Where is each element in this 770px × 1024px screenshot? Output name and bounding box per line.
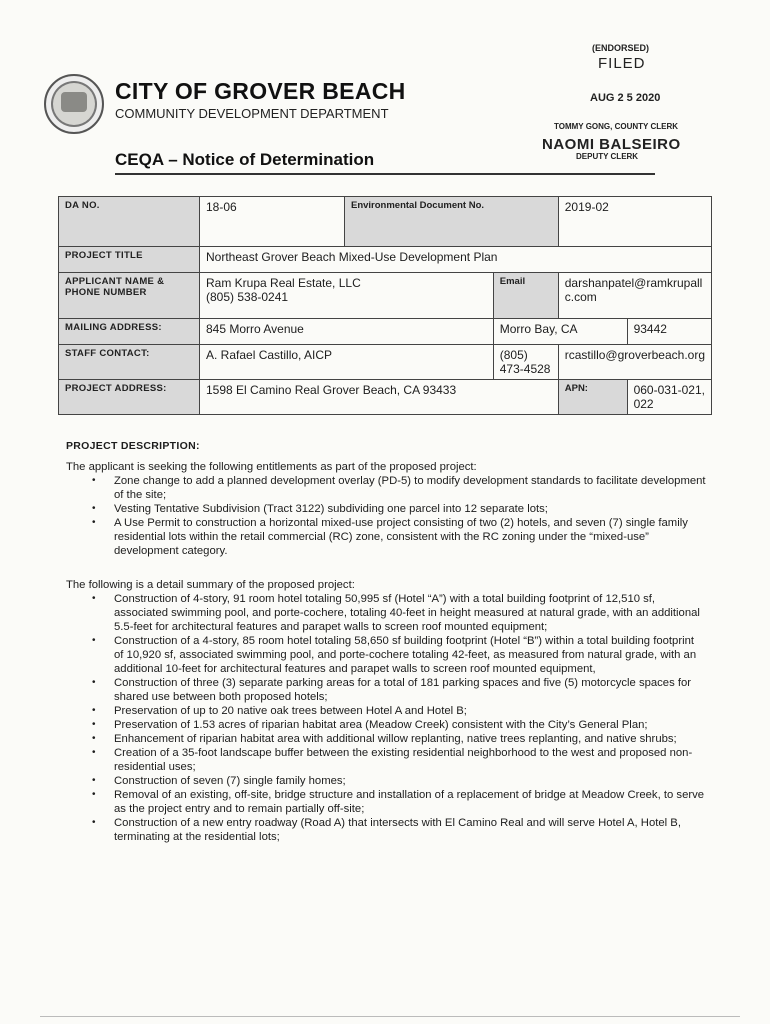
list-item: • Construction of seven (7) single family homes; — [66, 774, 706, 788]
entitlements-intro: The applicant is seeking the following entitlements as part of the proposed project: — [66, 461, 477, 473]
env-doc-value: 2019-02 — [558, 197, 711, 247]
stamp-deputy-name: NAOMI BALSEIRO — [542, 136, 681, 153]
mailing-street: 845 Morro Avenue — [200, 319, 494, 345]
applicant-phone: (805) 538-0241 — [206, 290, 289, 304]
summary-list — [66, 592, 706, 844]
applicant-label: APPLICANT NAME & PHONE NUMBER — [59, 273, 200, 319]
apn-value: 060-031-021, 022 — [627, 380, 711, 415]
mailing-zip: 93442 — [627, 319, 711, 345]
summary-section — [66, 578, 706, 844]
applicant-email: darshanpatel@ramkrupallc.com — [558, 273, 711, 319]
project-address-label: PROJECT ADDRESS: — [59, 380, 200, 415]
list-item: • Preservation of up to 20 native oak trees between Hotel A and Hotel B; — [66, 704, 706, 718]
project-title-value: Northeast Grover Beach Mixed-Use Development Plan — [200, 247, 712, 273]
seal-emblem — [61, 92, 87, 112]
summary-intro: The following is a detail summary of the proposed project: — [66, 579, 355, 591]
da-number-label: DA NO. — [59, 197, 200, 247]
project-description-heading: PROJECT DESCRIPTION: — [66, 440, 200, 452]
stamp-filed: FILED — [598, 55, 646, 72]
email-label: Email — [493, 273, 558, 319]
list-item: • Construction of a 4-story, 85 room hotel totaling 58,650 sf building footprint (Hotel “B”) within a total building footprint of 10,920 sf, associated swimming pool, and porte-cochere totaling 42-feet, as measured from natural grade, with an additional 10-feet for architectural features and parapet walls to screen roof mounted equipment, — [66, 634, 706, 676]
project-title-label: PROJECT TITLE — [59, 247, 200, 273]
list-item: • A Use Permit to construction a horizontal mixed-use project consisting of two (2) hotels, and seven (7) single family residential lots within the retail commercial (RC) zone, consistent with the RC zoning under the “mixed-use” development category. — [66, 516, 706, 558]
list-item: • Creation of a 35-foot landscape buffer between the existing residential neighborhood to the west and proposed non-residential uses; — [66, 746, 706, 774]
mailing-address-label: MAILING ADDRESS: — [59, 319, 200, 345]
list-item: • Construction of a new entry roadway (Road A) that intersects with El Camino Real and will serve Hotel A, Hotel B, terminating at the residential lots; — [66, 816, 706, 844]
apn-label: APN: — [558, 380, 627, 415]
entitlements-list — [66, 474, 706, 558]
list-item: • Enhancement of riparian habitat area with additional willow replanting, native trees replanting, and native shrubs; — [66, 732, 706, 746]
staff-phone: (805) 473-4528 — [493, 345, 558, 380]
env-doc-label: Environmental Document No. — [345, 197, 559, 247]
notice-title: CEQA – Notice of Determination — [115, 150, 375, 169]
list-item: • Preservation of 1.53 acres of riparian habitat area (Meadow Creek) consistent with the City’s General Plan; — [66, 718, 706, 732]
page-bottom-rule — [40, 1016, 740, 1017]
list-item: • Vesting Tentative Subdivision (Tract 3122) subdividing one parcel into 12 separate lots; — [66, 502, 706, 516]
city-title: CITY OF GROVER BEACH — [115, 78, 406, 104]
city-seal — [44, 74, 104, 134]
stamp-date: AUG 2 5 2020 — [590, 92, 661, 104]
mailing-city: Morro Bay, CA — [493, 319, 627, 345]
header-divider — [115, 173, 655, 175]
department-name: COMMUNITY DEVELOPMENT DEPARTMENT — [115, 106, 389, 121]
list-item: • Zone change to add a planned development overlay (PD-5) to modify development standards to facilitate development of the site; — [66, 474, 706, 502]
da-number-value: 18-06 — [200, 197, 345, 247]
stamp-county-clerk: TOMMY GONG, COUNTY CLERK — [554, 122, 679, 131]
staff-email: rcastillo@groverbeach.org — [558, 345, 711, 380]
staff-name: A. Rafael Castillo, AICP — [200, 345, 494, 380]
applicant-name: Ram Krupa Real Estate, LLC — [206, 276, 361, 290]
stamp-endorsed: (ENDORSED) — [592, 43, 650, 53]
applicant-info — [200, 273, 494, 319]
list-item: • Removal of an existing, off-site, bridge structure and installation of a replacement of bridge at Meadow Creek, to serve as the project entry and to remain partially off-site; — [66, 788, 706, 816]
stamp-deputy-title: DEPUTY CLERK — [576, 152, 639, 161]
project-address-value: 1598 El Camino Real Grover Beach, CA 93433 — [200, 380, 559, 415]
project-info-table — [58, 196, 712, 415]
list-item: • Construction of three (3) separate parking areas for a total of 181 parking spaces and five (5) motorcycle spaces for shared use between both proposed hotels; — [66, 676, 706, 704]
staff-contact-label: STAFF CONTACT: — [59, 345, 200, 380]
entitlements-section — [66, 460, 706, 558]
list-item: • Construction of 4-story, 91 room hotel totaling 50,995 sf (Hotel “A”) with a total building footprint of 12,510 sf, associated swimming pool, and porte-cochere, totaling 40-feet in height measured at natural grade, with an additional 5.5-feet for architectural features and parapet walls to screen roof mounted equipment; — [66, 592, 706, 634]
